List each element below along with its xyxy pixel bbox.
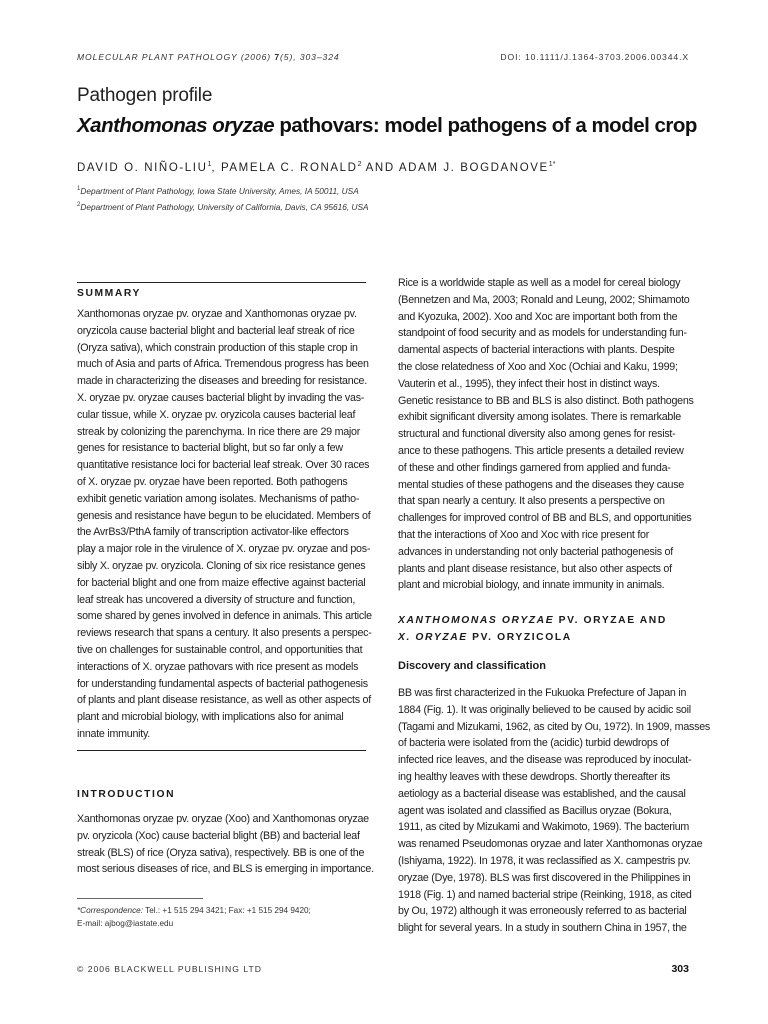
text-line: cular tissue, while X. oryzae pv. oryzicola causes bacterial leaf (77, 408, 356, 421)
text-line: (Bennetzen and Ma, 2003; Ronald and Leung, 2002; Shimamoto (398, 293, 690, 306)
text-line: of these and other findings garnered from applied and funda- (398, 461, 671, 474)
text-line: the AvrBs3/PthA family of transcription activator-like effectors (77, 526, 349, 539)
text-line: was renamed Pseudomonas oryzae and later Xanthomonas oryzae (398, 838, 703, 851)
text-line: of plants and plant disease resistance, as well as other aspects of (77, 694, 371, 707)
text-line: X. oryzae pv. oryzae causes bacterial blight by invading the vas- (77, 391, 365, 404)
text-line: (Tagami and Mizukami, 1962, as cited by Ou, 1972). In 1909, masses (398, 720, 711, 733)
discovery-body (398, 685, 711, 937)
affiliation-1-text: Department of Plant Pathology, Iowa State University, Ames, IA 50011, USA (80, 186, 359, 196)
text-line: streak (BLS) of rice (Oryza sativa), respectively. BB is one of the (77, 846, 365, 859)
title-rest: pathovars: model pathogens of a model crop (274, 114, 697, 137)
xoo-xoc-section-heading (398, 613, 689, 646)
text-line: that span nearly a century. It also presents a perspective on (398, 495, 665, 508)
author-1: DAVID O. NIÑO-LIU (77, 161, 208, 174)
text-line: of bacteria were isolated from the (acidic) turbid dewdrops of (398, 737, 669, 750)
text-line: for bacterial blight and one from maize effective against bacterial (77, 576, 366, 589)
doi[interactable]: DOI: 10.1111/J.1364-3703.2006.00344.X (500, 52, 689, 62)
text-line: Genetic resistance to BB and BLS is also distinct. Both pathogens (398, 394, 694, 407)
text-line: ing healthy leaves with these dewdrops. Shortly thereafter its (398, 770, 671, 783)
text-line: streak by colonizing the parenchyma. In rice there are 29 major (77, 425, 361, 438)
text-line: the close relatedness of Xoo and Xoc (Ochiai and Kaku, 1999; (398, 360, 678, 373)
text-line: 1911, as cited by Mizukami and Wakimoto, 1969). The bacterium (398, 821, 690, 834)
xoc-heading-species: X. ORYZAE (398, 631, 468, 643)
text-line: interactions of X. oryzae pathovars with rice present as models (77, 660, 359, 673)
footnote-label: *Correspondence: (77, 906, 143, 915)
affiliation-1-number: 1 (77, 186, 81, 193)
text-line: and Kyozuka, 2002). Xoo and Xoc are important both from the (398, 310, 678, 323)
text-line: agent was isolated and classified as Bacillus oryzae (Bokura, (398, 804, 672, 817)
summary-body (77, 306, 372, 743)
text-line: genesis and resistance have begun to be elucidated. Members of (77, 509, 371, 522)
introduction-body (77, 811, 374, 878)
text-line: advances in understanding not only bacterial pathogenesis of (398, 545, 673, 558)
text-line: plants and plant disease resistance, but also other aspects of (398, 562, 672, 575)
text-line: that the interactions of Xoo and Xoc with rice present for (398, 528, 650, 541)
text-line: made in characterizing the diseases and breeding for resistance. (77, 375, 367, 388)
text-line: plant and microbial biology, with implications also for animal (77, 711, 344, 724)
text-line: ance to these pathogens. This article presents a detailed review (398, 444, 684, 457)
text-line: innate immunity. (77, 727, 151, 740)
text-line: Vauterin et al., 1995), they infect their host in distinct ways. (398, 377, 660, 390)
text-line: oryzae (Dye, 1978). BLS was first discovered in the Philippines in (398, 871, 691, 884)
text-line: oryzicola cause bacterial blight and bacterial leaf streak of rice (77, 324, 355, 337)
text-line: Rice is a worldwide staple as well as a model for cereal biology (398, 277, 681, 289)
intro-continuation (398, 275, 694, 594)
text-line: damental aspects of bacterial interactions with plants. Despite (398, 344, 675, 357)
text-line: some shared by genes involved in defence in animals. This article (77, 610, 372, 623)
text-line: exhibit genetic variation among isolates. Mechanisms of patho- (77, 492, 360, 505)
page-number: 303 (671, 963, 689, 975)
xoo-heading-rest: PV. ORYZAE AND (554, 615, 667, 626)
text-line: much of Asia and parts of Africa. Tremendous progress has been (77, 358, 369, 371)
text-line: for understanding fundamental aspects of bacterial pathogenesis (77, 677, 368, 690)
text-line: by Ou, 1972) although it was erroneously referred to as bacterial (398, 905, 687, 918)
affiliation-1 (77, 186, 359, 196)
summary-bottom-rule (77, 750, 366, 751)
text-line: tive on challenges for sustainable control, and opportunities that (77, 643, 363, 656)
text-line: challenges for improved control of BB and BLS, and opportunities (398, 512, 692, 525)
footnote-email[interactable]: E-mail: ajbog@iastate.edu (77, 918, 174, 928)
text-line: reviews research that spans a century. It also presents a perspec- (77, 627, 372, 640)
text-line: aetiology as a bacterial disease was established, and the causal (398, 787, 686, 800)
xoc-heading-rest: PV. ORYZICOLA (467, 631, 572, 643)
journal-volume: 7 (274, 52, 281, 62)
text-line: structural and functional diversity also among genes for resist- (398, 428, 676, 441)
author-3-affil: 1 (548, 161, 553, 168)
correspondence-footnote (77, 905, 311, 930)
introduction-heading: INTRODUCTION (77, 789, 176, 800)
corresponding-mark: * (552, 161, 556, 168)
text-line: 1918 (Fig. 1) and named bacterial stripe (Reinking, 1918, as cited (398, 888, 692, 901)
title-species: Xanthomonas oryzae (77, 114, 275, 137)
journal-issue-pages: (5), 303–324 (280, 52, 340, 62)
author-2: , PAMELA C. RONALD (211, 161, 358, 174)
journal-citation (77, 52, 340, 62)
text-line: (Ishiyama, 1922). In 1978, it was reclassified as X. campestris pv. (398, 854, 691, 867)
text-line: BB was first characterized in the Fukuoka Prefecture of Japan in (398, 687, 687, 699)
text-line: Xanthomonas oryzae pv. oryzae (Xoo) and Xanthomonas oryzae (77, 813, 369, 825)
text-line: infected rice leaves, and the disease was reproduced by inoculat- (398, 754, 692, 767)
text-line: plant and microbial biology, and innate immunity in animals. (398, 579, 665, 592)
text-line: standpoint of food security and as models for understanding fun- (398, 327, 687, 340)
text-line: exhibit significant diversity among isolates. There is remarkable (398, 411, 681, 424)
affiliation-2-number: 2 (77, 202, 81, 209)
text-line: Xanthomonas oryzae pv. oryzae and Xanthomonas oryzae pv. (77, 308, 357, 320)
affiliation-2-text: Department of Plant Pathology, University of California, Davis, CA 95616, USA (80, 202, 369, 212)
author-list (77, 161, 555, 174)
discovery-subheading: Discovery and classification (398, 660, 546, 672)
affiliation-2 (77, 202, 369, 212)
text-line: sibly X. oryzae pv. oryzicola. Cloning of six rice resistance genes (77, 559, 366, 572)
article-title (77, 114, 697, 138)
text-line: 1884 (Fig. 1). It was originally believed to be caused by acidic soil (398, 703, 691, 716)
text-line: blight for several years. In a study in southern China in 1957, the (398, 922, 687, 935)
journal-name: MOLECULAR PLANT PATHOLOGY (77, 52, 238, 62)
author-2-affil: 2 (357, 161, 362, 168)
section-label: Pathogen profile (77, 85, 213, 106)
text-line: (Oryza sativa), which constrain production of this staple crop in (77, 341, 358, 354)
text-line: mental studies of these pathogens and the diseases they cause (398, 478, 684, 491)
journal-year: (2006) (240, 52, 272, 62)
text-line: leaf streak has uncovered a diversity of structure and function, (77, 593, 356, 606)
copyright-notice: © 2006 BLACKWELL PUBLISHING LTD (77, 964, 262, 974)
text-line: quantitative resistance loci for bacterial leaf streak. Over 30 races (77, 459, 370, 472)
summary-top-rule (77, 282, 366, 283)
footnote-rule (77, 898, 203, 899)
text-line: pv. oryzicola (Xoc) cause bacterial blight (BB) and bacterial leaf (77, 829, 360, 842)
xoo-heading-species: XANTHOMONAS ORYZAE (398, 615, 555, 626)
author-1-affil: 1 (207, 161, 212, 168)
text-line: most serious diseases of rice, and BLS is emerging in importance. (77, 863, 374, 876)
text-line: of X. oryzae pv. oryzae have been reported. Both pathogens (77, 475, 348, 488)
summary-heading: SUMMARY (77, 288, 142, 299)
text-line: play a major role in the virulence of X. oryzae pv. oryzae and pos- (77, 543, 371, 556)
text-line: genes for resistance to bacterial blight, but so far only a few (77, 442, 343, 455)
footnote-contact: Tel.: +1 515 294 3421; Fax: +1 515 294 9420; (143, 906, 311, 915)
author-3: AND ADAM J. BOGDANOVE (361, 161, 549, 174)
